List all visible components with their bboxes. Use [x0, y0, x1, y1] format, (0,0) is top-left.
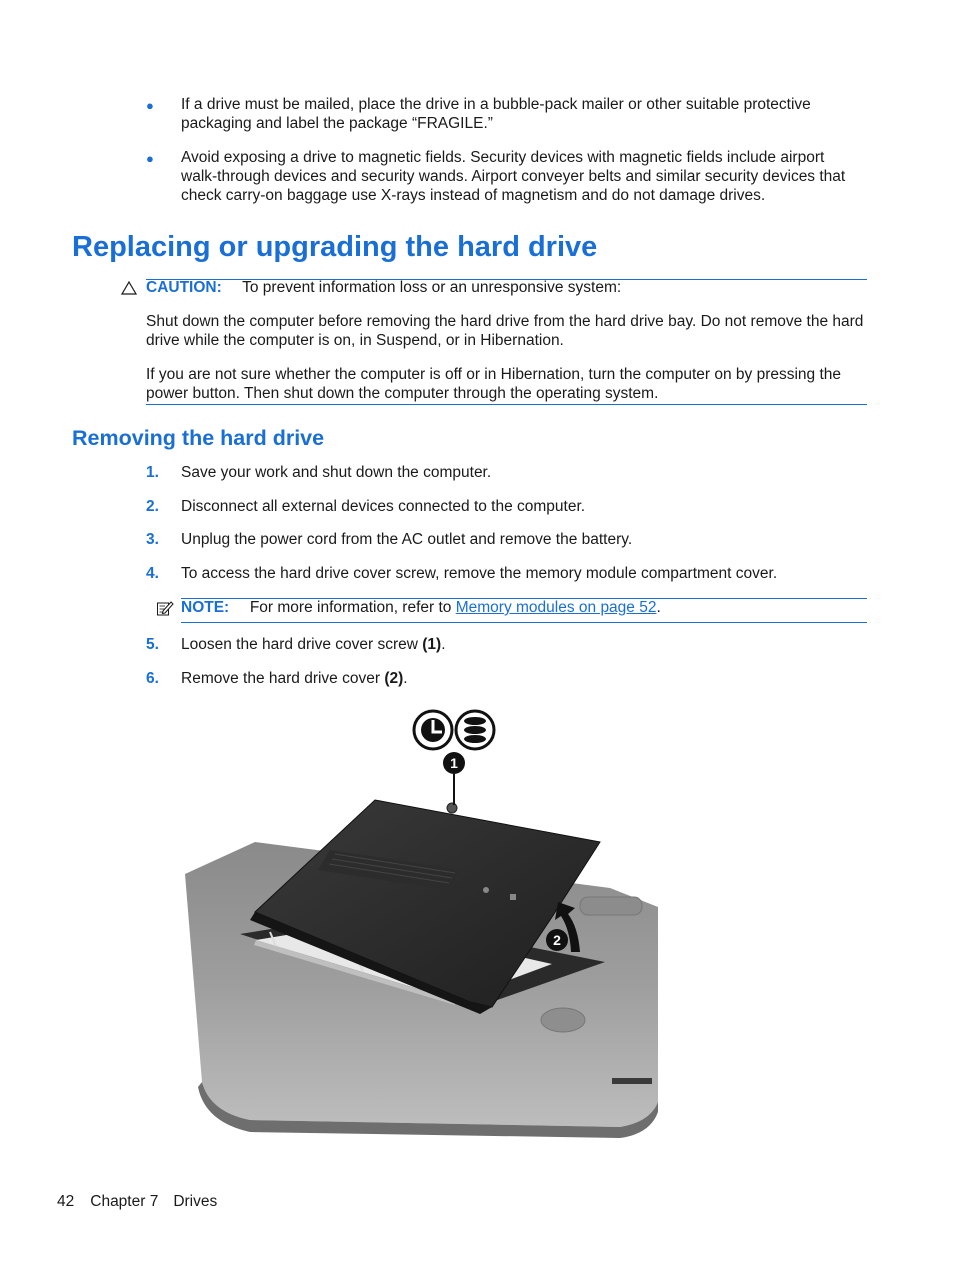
step-text-end: .	[441, 636, 446, 653]
step-number: 2.	[146, 498, 159, 515]
chapter-label: Chapter 7	[90, 1193, 159, 1210]
caution-paragraph: Shut down the computer before removing the hard drive from the hard drive bay. Do not remove the hard drive while the computer is on, in Suspend, or in Hibernation.	[146, 313, 864, 349]
step-text: Unplug the power cord from the AC outlet and remove the battery.	[181, 531, 633, 548]
chapter-title: Drives	[173, 1193, 218, 1210]
note-line	[181, 598, 867, 617]
note-pencil-icon	[156, 599, 174, 617]
bullet-item: If a drive must be mailed, place the drive in a bubble-pack mailer or other suitable protective packaging and label the package “FRAGILE.”	[181, 96, 811, 132]
bullet-icon: ●	[146, 98, 154, 113]
page-number: 42	[57, 1193, 75, 1210]
step-text: To access the hard drive cover screw, remove the memory module compartment cover.	[181, 565, 778, 582]
step-number: 4.	[146, 565, 159, 582]
step-number: 6.	[146, 670, 159, 687]
caution-bottom-rule	[146, 404, 867, 405]
note-label: NOTE:	[181, 599, 230, 616]
hard-drive-cover-illustration	[180, 702, 670, 1138]
screwdriver-icon	[414, 711, 452, 749]
callout-1-label: 1	[450, 755, 458, 771]
cover-latch	[510, 894, 516, 900]
note-text: For more information, refer to	[249, 599, 456, 616]
step-text-part: Remove the hard drive cover	[181, 670, 385, 687]
section-title: Replacing or upgrading the hard drive	[72, 231, 598, 263]
note-text-end: .	[656, 599, 661, 616]
caution-triangle-icon	[121, 281, 137, 295]
callout-reference: (1)	[422, 636, 442, 653]
step-text: Save your work and shut down the computer.	[181, 464, 492, 481]
callout-2-label: 2	[553, 932, 561, 948]
cover-screw-hole	[483, 887, 489, 893]
step-text-end: .	[403, 670, 408, 687]
laptop-foot	[541, 1008, 585, 1032]
cover-screw	[447, 803, 457, 813]
step-number: 5.	[146, 636, 159, 653]
hard-drive-stack-icon	[456, 711, 494, 749]
bullet-icon: ●	[146, 151, 154, 166]
laptop-foot-strip	[580, 897, 642, 915]
subsection-title: Removing the hard drive	[72, 426, 325, 450]
memory-modules-link[interactable]: Memory modules on page 52	[455, 599, 657, 616]
caution-line	[146, 278, 868, 297]
step-number: 3.	[146, 531, 159, 548]
step-text	[181, 669, 861, 688]
caution-text: To prevent information loss or an unresponsive system:	[242, 279, 622, 296]
step-text-part: Loosen the hard drive cover screw	[181, 636, 423, 653]
footer	[57, 1192, 217, 1211]
side-port	[612, 1078, 652, 1084]
callout-reference: (2)	[384, 670, 404, 687]
caution-paragraph: If you are not sure whether the computer is off or in Hibernation, turn the computer on by pressing the power button. Then shut down the computer through the operating system.	[146, 366, 842, 402]
bullet-item: Avoid exposing a drive to magnetic fields. Security devices with magnetic fields include airport walk-through devices and security wands. Airport conveyer belts and similar security devices that check carry-on baggage use X-rays instead of magnetism and do not damage drives.	[181, 149, 846, 204]
caution-label: CAUTION:	[146, 279, 222, 296]
step-number: 1.	[146, 464, 159, 481]
step-text: Disconnect all external devices connected to the computer.	[181, 498, 586, 515]
note-bottom-rule	[181, 622, 867, 623]
step-text	[181, 635, 861, 654]
